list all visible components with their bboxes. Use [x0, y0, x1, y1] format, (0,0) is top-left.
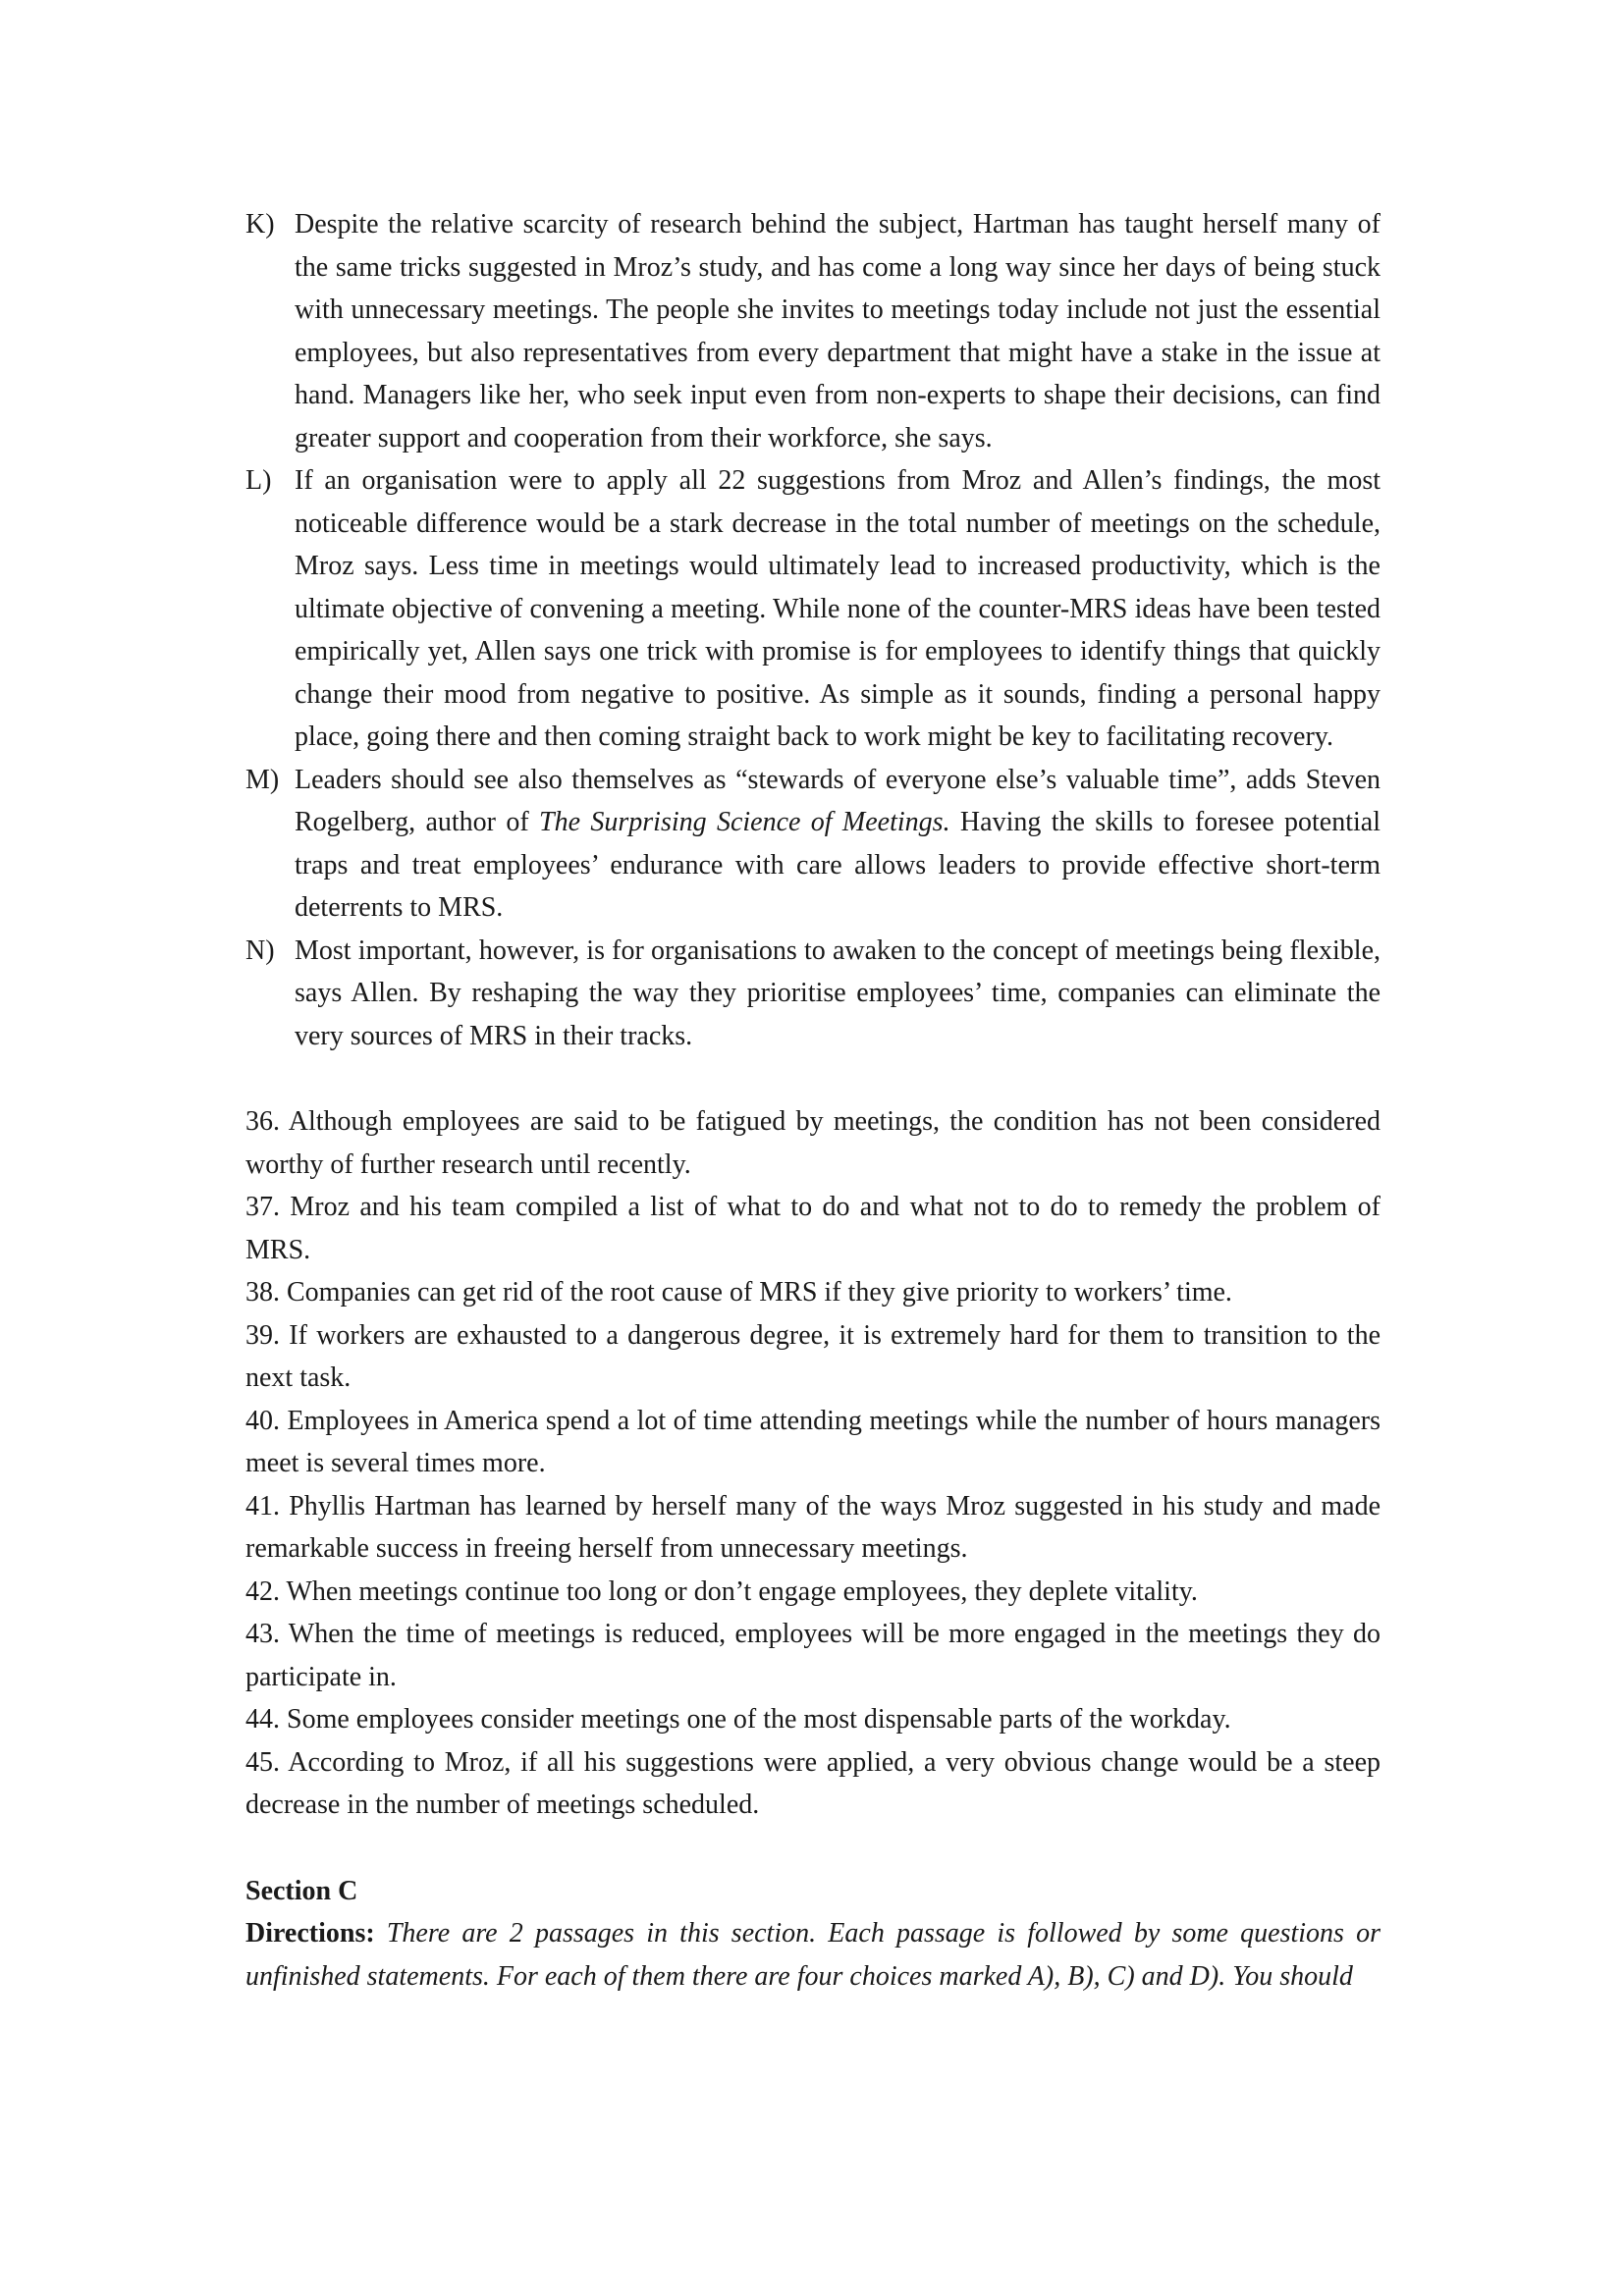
paragraph-label: N)	[245, 934, 275, 966]
statement-38: 38. Companies can get rid of the root cause of MRS if they give priority to workers’ time.	[245, 1277, 1232, 1308]
statement-43: 43. When the time of meetings is reduced, employees will be more engaged in the meetings they do participate in.	[245, 1619, 1380, 1692]
paragraph-text: Most important, however, is for organisations to awaken to the concept of meetings being flexible, says Allen. By reshaping the way they prioritise employees’ time, companies can eliminate the very sources of MRS in their tracks.	[295, 934, 1380, 1051]
statement-39: 39. If workers are exhausted to a dangerous degree, it is extremely hard for them to transition to the next task.	[245, 1319, 1380, 1393]
statement-45: 45. According to Mroz, if all his suggestions were applied, a very obvious change would be a steep decrease in the number of meetings scheduled.	[245, 1746, 1380, 1820]
paragraph-text-before: Leaders should see also themselves as “stewards of everyone else’s valuable time”, adds Steven Rogelberg, author of	[295, 764, 1380, 837]
section-directions	[245, 1912, 1380, 1998]
paragraph-label: K)	[245, 209, 275, 240]
passage-paragraph-n	[245, 930, 1380, 1058]
document-page	[245, 203, 1380, 1998]
paragraph-text: If an organisation were to apply all 22 suggestions from Mroz and Allen’s findings, the most noticeable difference would be a stark decrease in the total number of meetings on the schedule, Mroz says. Less time in meetings would ultimately lead to increased productivity, which is the ultimate objective of convening a meeting. While none of the counter-MRS ideas have been tested empirically yet, Allen says one trick with promise is for employees to identify things that quickly change their mood from negative to positive. As simple as it sounds, finding a personal happy place, going there and then coming straight back to work might be key to facilitating recovery.	[295, 465, 1380, 752]
book-title: The Surprising Science of Meetings.	[539, 807, 950, 837]
statement-37: 37. Mroz and his team compiled a list of what to do and what not to do to remedy the problem of MRS.	[245, 1192, 1380, 1265]
paragraph-text	[295, 759, 1380, 930]
statement-41: 41. Phyllis Hartman has learned by herself many of the ways Mroz suggested in his study and made remarkable success in freeing herself from unnecessary meetings.	[245, 1490, 1380, 1564]
paragraph-label: M)	[245, 764, 280, 795]
passage-paragraph-m	[245, 759, 1380, 930]
statement-40: 40. Employees in America spend a lot of time attending meetings while the number of hours managers meet is several times more.	[245, 1405, 1380, 1478]
statement-list	[245, 1100, 1380, 1827]
passage-paragraph-l	[245, 459, 1380, 759]
directions-label: Directions:	[245, 1918, 375, 1949]
spacer	[245, 1057, 1380, 1100]
statement-36: 36. Although employees are said to be fatigued by meetings, the condition has not been considered worthy of further research until recently.	[245, 1106, 1380, 1180]
paragraph-label: L)	[245, 465, 272, 496]
statement-42: 42. When meetings continue too long or don’t engage employees, they deplete vitality.	[245, 1575, 1198, 1607]
passage-paragraph-k	[245, 203, 1380, 459]
paragraph-text: Despite the relative scarcity of research behind the subject, Hartman has taught herself many of the same tricks suggested in Mroz’s study, and has come a long way since her days of being stuck with unnecessary meetings. The people she invites to meetings today include not just the essential employees, but also representatives from every department that might have a stake in the issue at hand. Managers like her, who seek input even from non-experts to shape their decisions, can find greater support and cooperation from their workforce, she says.	[295, 209, 1380, 454]
directions-text: There are 2 passages in this section. Each passage is followed by some questions or unfinished statements. For each of them there are four choices marked A), B), C) and D). You should	[245, 1918, 1381, 1992]
paragraph-text-after: Having the skills to foresee potential traps and treat employees’ endurance with care allows leaders to provide effective short-term deterrents to MRS.	[295, 807, 1381, 923]
statement-44: 44. Some employees consider meetings one of the most dispensable parts of the workday.	[245, 1704, 1231, 1735]
section-title: Section C	[245, 1875, 358, 1906]
